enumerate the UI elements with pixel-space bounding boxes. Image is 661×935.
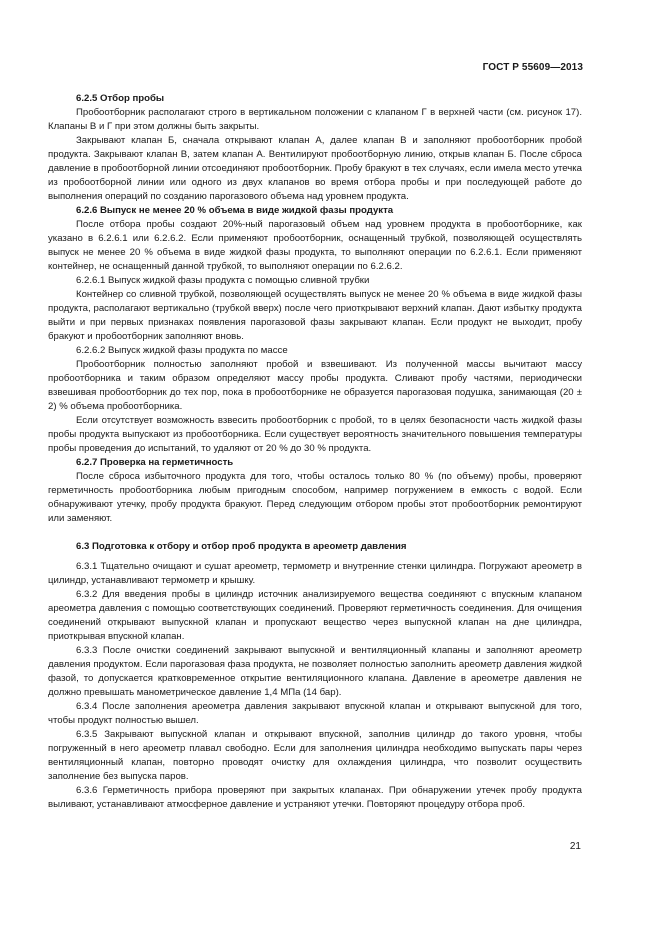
paragraph: 6.3.4 После заполнения ареометра давления закрывают впускной клапан и открывают выпускной для того, чтобы продукт полностью вышел.	[48, 701, 582, 726]
paragraph: После отбора пробы создают 20%-ный парогазовый объем над уровнем продукта в пробоотборнике, как указано в 6.2.6.1 или 6.2.6.2. Если применяют пробоотборник, оснащенный трубкой, позволяющей осуществлять выпуск не менее 20 % объема в виде жидкой фазы продукта, то выполняют операции по 6.2.6.1. Если применяют контейнер, не оснащенный данной трубкой, то выполняют операции по 6.2.6.2.	[48, 219, 582, 272]
heading-6-2-5: 6.2.5 Отбор пробы	[76, 93, 165, 104]
page-number: 21	[569, 841, 581, 852]
paragraph: 6.3.5 Закрывают выпускной клапан и открывают впускной, заполнив цилиндр до такого уровня, чтобы погруженный в него ареометр плавал свободно. Если для заполнения цилиндра необходимо выпускать пары через вентиляционный клапан, повторно проводят очистку для охлаждения цилиндра, что позволит осуществить заполнение без выпуска паров.	[48, 729, 582, 782]
paragraph: После сброса избыточного продукта для того, чтобы осталось только 80 % (по объему) пробы, проверяют герметичность пробоотборника любым пригодным способом, например погружением в емкость с водой. Если обнаруживают утечку, пробу продукта бракуют. Перед следующим отбором пробы этот пробоотборник ремонтируют или заменяют.	[48, 471, 582, 524]
subclause-6-2-6-2: 6.2.6.2 Выпуск жидкой фазы продукта по массе	[76, 345, 288, 356]
subclause-6-2-6-1: 6.2.6.1 Выпуск жидкой фазы продукта с помощью сливной трубки	[76, 275, 370, 286]
paragraph: Закрывают клапан Б, сначала открывают клапан А, далее клапан В и заполняют пробоотборник пробой продукта. Закрывают клапан В, затем клапан А. Вентилируют пробоотборную линию, открыв клапан Б. После сброса давление в пробоотборной линии отсоединяют пробоотборник. Пробу бракуют в тех случаях, если имела место утечка из пробоотборной линии или одного из двух клапанов во время отбора пробы и при последующей работе до выполнения операций по созданию парогазового объема над уровнем продукта.	[48, 135, 582, 202]
document-code-header: ГОСТ Р 55609—2013	[482, 62, 583, 73]
paragraph: 6.3.2 Для введения пробы в цилиндр источник анализируемого вещества соединяют с впускным клапаном ареометра давления с помощью соответствующих соединений. Проверяют герметичность соединения. Для очищения соединений открывают выпускной клапан и пропускают вещество через выпускной клапан на дне цилиндра, приоткрывая впускной клапан.	[48, 589, 582, 642]
paragraph: 6.3.3 После очистки соединений закрывают выпускной и вентиляционный клапаны и заполняют ареометр давления продуктом. Если парогазовая фаза продукта, не позволяет полностью заполнить ареометр давления жидкой фазой, то допускается кратковременное открытие вентиляционного клапана. Давление в ареометре давления не должно превышать манометрическое давление 1,4 МПа (14 бар).	[48, 645, 582, 698]
document-body	[48, 92, 582, 812]
paragraph: Пробоотборник располагают строго в вертикальном положении с клапаном Г в верхней части (см. рисунок 17). Клапаны В и Г при этом должны быть закрыты.	[48, 107, 582, 132]
paragraph: Если отсутствует возможность взвесить пробоотборник с пробой, то в целях безопасности часть жидкой фазы пробы продукта выпускают из пробоотборника. Если существует вероятность значительного повышения температуры пробы проведения до испытаний, то удаляют от 20 % до 30 % продукта.	[48, 415, 582, 454]
paragraph: 6.3.6 Герметичность прибора проверяют при закрытых клапанах. При обнаружении утечек пробу продукта выливают, устанавливают атмосферное давление и устраняют утечки. Повторяют процедуру отбора проб.	[48, 785, 582, 810]
paragraph: 6.3.1 Тщательно очищают и сушат ареометр, термометр и внутренние стенки цилиндра. Погружают ареометр в цилиндр, устанавливают термометр и крышку.	[48, 561, 582, 586]
heading-6-2-7: 6.2.7 Проверка на герметичность	[76, 457, 234, 468]
heading-6-2-6: 6.2.6 Выпуск не менее 20 % объема в виде жидкой фазы продукта	[76, 205, 394, 216]
paragraph: Пробоотборник полностью заполняют пробой и взвешивают. Из полученной массы вычитают массу пробоотборника и таким образом определяют массу пробы продукта. Сливают пробу частями, периодически взвешивая пробоотборник до тех пор, пока в пробоотборнике не образуется парогазовая подушка, занимающая (20 ± 2) % объема пробоотборника.	[48, 359, 582, 412]
paragraph: Контейнер со сливной трубкой, позволяющей осуществлять выпуск не менее 20 % объема в виде жидкой фазы продукта, располагают вертикально (трубкой вверх) после чего приоткрывают верхний клапан. Дают избытку продукта выйти и при первых признаках появления парогазовой фазы закрывают клапан. Если продукт не выходит, пробу бракуют и пробоотборник заполняют вновь.	[48, 289, 582, 342]
section-heading-6-3: 6.3 Подготовка к отбору и отбор проб продукта в ареометр давления	[76, 541, 407, 552]
